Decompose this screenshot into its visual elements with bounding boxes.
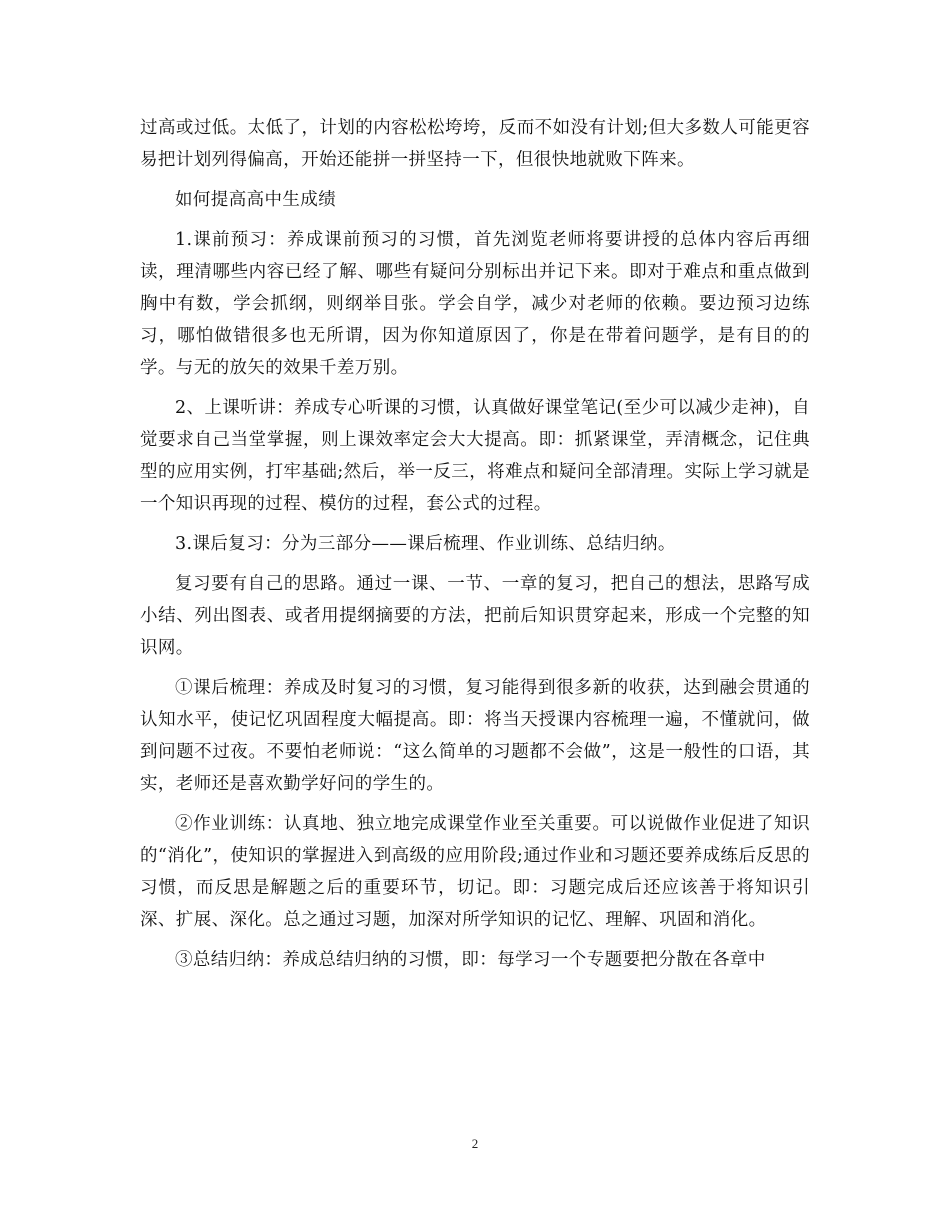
paragraph-summarize: ③总结归纳：养成总结归纳的习惯，即：每学习一个专题要把分散在各章中 — [175, 950, 766, 970]
paragraph-preview: 1.课前预习：养成课前预习的习惯，首先浏览老师将要讲授的总体内容后再细读，理清哪些内容已经了解、哪些有疑问分别标出并记下来。即对于难点和重点做到胸中有数，学会抓纲，则纲举目张。学会自学，减少对老师的依赖。要边预习边练习，哪怕做错很多也无所谓，因为你知道原因了，你是在带着问题学，是有目的的学。与无的放矢的效果千差万别。 — [140, 230, 810, 378]
paragraph-listening: 2、上课听讲：养成专心听课的习惯，认真做好课堂笔记(至少可以减少走神)，自觉要求自己当堂掌握，则上课效率定会大大提高。即：抓紧课堂，弄清概念，记住典型的应用实例，打牢基础;然后，举一反三，将难点和疑问全部清理。实际上学习就是一个知识再现的过程、模仿的过程，套公式的过程。 — [140, 398, 810, 514]
page-number: 2 — [471, 1136, 479, 1151]
paragraph-organize: ①课后梳理：养成及时复习的习惯，复习能得到很多新的收获，达到融会贯通的认知水平，使记忆巩固程度大幅提高。即：将当天授课内容梳理一遍，不懂就问，做到问题不过夜。不要怕老师说：“这么简单的习题都不会做”，这是一般性的口语，其实，老师还是喜欢勤学好问的学生的。 — [140, 678, 810, 794]
paragraph-homework: ②作业训练：认真地、独立地完成课堂作业至关重要。可以说做作业促进了知识的“消化”，使知识的掌握进入到高级的应用阶段;通过作业和习题还要养成练后反思的习惯，而反思是解题之后的重要环节，切记。即：习题完成后还应该善于将知识引深、扩展、深化。总之通过习题，加深对所学知识的记忆、理解、巩固和消化。 — [140, 814, 810, 930]
paragraph-continuation: 过高或过低。太低了，计划的内容松松垮垮，反而不如没有计划;但大多数人可能更容易把计划列得偏高，开始还能拼一拼坚持一下，但很快地就败下阵来。 — [140, 118, 810, 170]
section-heading: 如何提高高中生成绩 — [175, 190, 337, 210]
document-body — [140, 112, 810, 984]
paragraph-review: 3.课后复习：分为三部分——课后梳理、作业训练、总结归纳。 — [175, 534, 676, 554]
paragraph-review-approach: 复习要有自己的思路。通过一课、一节、一章的复习，把自己的想法，思路写成小结、列出图表、或者用提纲摘要的方法，把前后知识贯穿起来，形成一个完整的知识网。 — [140, 574, 810, 658]
